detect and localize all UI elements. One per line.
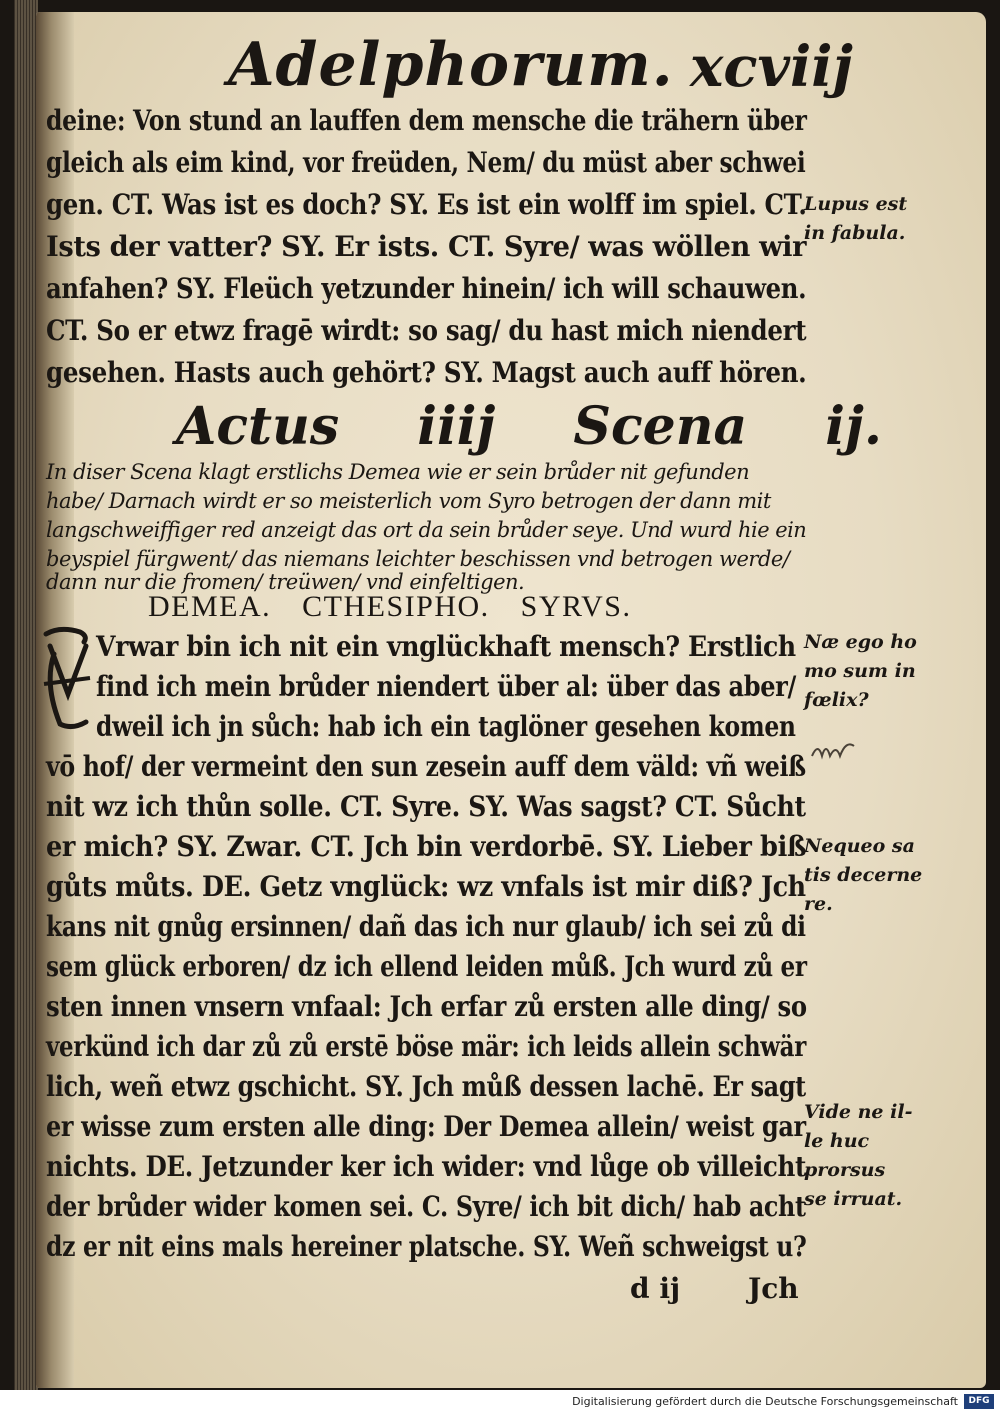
dialogue-line: dweil ich jn sůch: hab ich ein taglöner gesehen komen (96, 710, 796, 743)
dialogue-line: er mich? SY. Zwar. CT. Jch bin verdorbē. SY. Lieber biß (46, 830, 807, 863)
scene-summary-line: dann nur die fromen/ treüwen/ vnd einfeltigen. (46, 570, 525, 594)
dialogue-line: sten innen vnsern vnfaal: Jch erfar zů ersten alle ding/ so (46, 990, 807, 1023)
margin-note: Lupus est in fabula. (804, 193, 908, 244)
book-fore-edge (14, 0, 38, 1390)
margin-note: Næ ego ho mo sum in fœlix? (804, 631, 917, 711)
funding-credit: Digitalisierung gefördert durch die Deutsche Forschungsgemeinschaft (572, 1395, 958, 1408)
dialogue-line: lich, weñ etwz gschicht. SY. Jch můß dessen lachē. Er sagt (46, 1070, 806, 1103)
speaker-list: DEMEA. CTHESIPHO. SYRVS. (148, 590, 632, 623)
dialogue-line: der brůder wider komen sei. C. Syre/ ich bit dich/ hab acht (46, 1190, 806, 1223)
scene-summary-line: langschweiffiger red anzeigt das ort da sein brůder seye. Und wurd hie ein (46, 518, 807, 542)
dialogue-line: verkünd ich dar zů zů erstē böse mär: ich leids allein schwär (46, 1030, 806, 1063)
dialogue-line: vō hof/ der vermeint den sun zesein auff dem väld: vñ weiß (46, 750, 806, 783)
decorated-initial-v-icon (40, 624, 94, 732)
margin-note: Vide ne il- le huc prorsus se irruat. (804, 1101, 913, 1210)
body-line: gesehen. Hasts auch gehört? SY. Magst auch auff hören. (46, 356, 807, 389)
scene-summary-line: In diser Scena klagt erstlichs Demea wie er sein brůder nit gefunden (46, 460, 750, 484)
dfg-logo-icon: DFG (964, 1394, 994, 1409)
scene-summary-line: beyspiel fürgwent/ das niemans leichter beschissen vnd betrogen werde/ (46, 547, 790, 571)
body-line: anfahen? SY. Fleüch yetzunder hinein/ ich will schauwen. (46, 272, 807, 305)
body-line: Ists der vatter? SY. Er ists. CT. Syre/ was wöllen wir (46, 230, 807, 263)
digitization-footer (0, 1390, 1000, 1415)
dialogue-line: dz er nit eins mals hereiner platsche. SY. Weñ schweigst u? (46, 1230, 807, 1263)
running-head: Adelphorum. (228, 30, 674, 100)
dialogue-line: kans nit gnůg ersinnen/ dañ das ich nur glaub/ ich sei zů di (46, 910, 806, 943)
body-line: gleich als eim kind, vor freüden, Nem/ du müst aber schwei (46, 146, 806, 179)
dialogue-line: nichts. DE. Jetzunder ker ich wider: vnd lůge ob villeicht (46, 1150, 806, 1183)
body-line: deine: Von stund an lauffen dem mensche die trähern über (46, 104, 807, 137)
dialogue-line: Vrwar bin ich nit ein vnglückhaft mensch? Erstlich (96, 630, 796, 663)
body-line: CT. So er etwz fragē wirdt: so sag/ du hast mich niendert (46, 314, 807, 347)
catchword: Jch (748, 1272, 799, 1305)
dialogue-line: er wisse zum ersten alle ding: Der Demea allein/ weist gar (46, 1110, 806, 1143)
body-line: gen. CT. Was ist es doch? SY. Es ist ein wolff im spiel. CT. (46, 188, 807, 221)
dialogue-line: find ich mein brůder niendert über al: über das aber/ (96, 670, 796, 703)
act-scene-heading: Actus iiij Scena ij. (176, 396, 882, 457)
dialogue-line: nit wz ich thůn solle. CT. Syre. SY. Was sagst? CT. Sůcht (46, 790, 806, 823)
dialogue-line: sem glück erboren/ dz ich ellend leiden můß. Jch wurd zů er (46, 950, 807, 983)
folio-number: xcviij (690, 34, 853, 100)
margin-squiggle-mark (810, 738, 856, 762)
margin-note: Nequeo sa tis decerne re. (804, 835, 923, 915)
dialogue-line: gůts můts. DE. Getz vnglück: wz vnfals ist mir diß? Jch (46, 870, 806, 903)
signature-mark: d ij (630, 1272, 681, 1305)
scene-summary-line: habe/ Darnach wirdt er so meisterlich vom Syro betrogen der dann mit (46, 489, 771, 513)
